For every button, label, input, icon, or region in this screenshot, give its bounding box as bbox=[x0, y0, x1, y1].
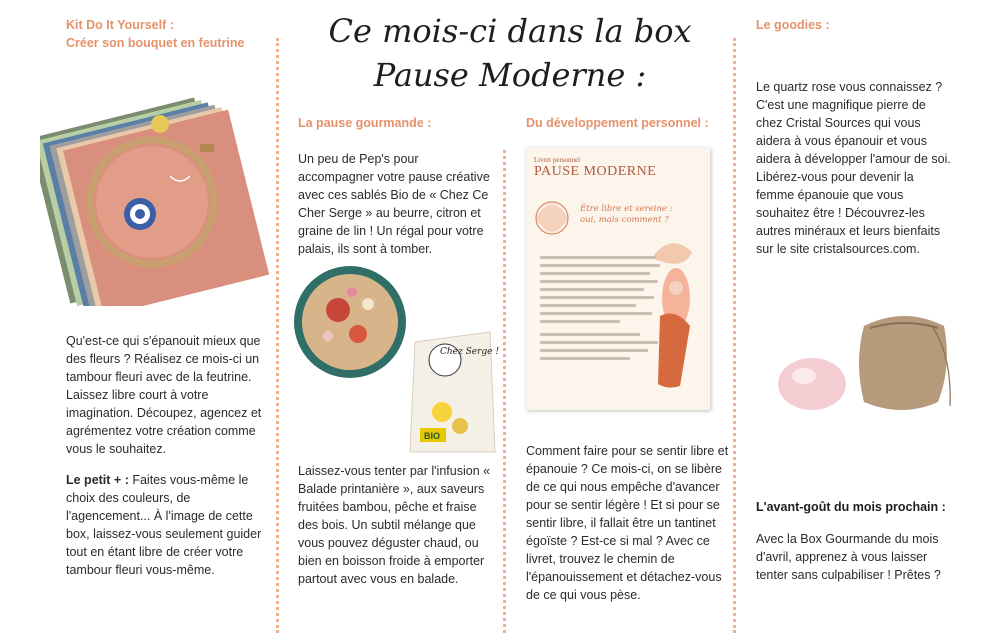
next-month-paragraph: Avec la Box Gourmande du mois d'avril, apprenez à vous laisser tenter sans culpabiliser ! Prêtes ? bbox=[756, 532, 941, 582]
booklet-image bbox=[526, 148, 710, 410]
column-divider bbox=[733, 38, 736, 633]
kit-heading-line2: Créer son bouquet en feutrine bbox=[66, 36, 245, 50]
kit-heading-line1: Kit Do It Yourself : bbox=[66, 18, 174, 32]
kit-paragraph: Qu'est-ce qui s'épanouit mieux que des fleurs ? Réalisez ce mois-ci un tambour fleuri avec de la feutrine. Laissez libre court à votre imagination. Découpez, agencez et agrémentez votre création comme vous le souhaitez. bbox=[66, 334, 262, 456]
booklet-text-lines bbox=[540, 256, 660, 365]
column-divider bbox=[276, 38, 279, 633]
developpement-paragraph: Comment faire pour se sentir libre et épanouie ? Ce mois-ci, on se libère de ce qui nous empêche d'avancer pour se sentir légère ! Et si pour se sentir libre, il fallait être un tantinet égoïste ? Est-ce si mal ? Avec ce livret, trouvez le chemin de l'épanouissement et détachez-vous de ce qui vous pèse. bbox=[526, 444, 729, 602]
tea-and-biscuits-image bbox=[290, 262, 500, 458]
rose-quartz-image bbox=[760, 296, 970, 426]
column-divider bbox=[503, 150, 506, 633]
package-brand-text: Chez Serge ! bbox=[440, 347, 499, 357]
goodies-heading: Le goodies : bbox=[756, 18, 830, 32]
page-title-line1: Ce mois-ci dans la box bbox=[328, 12, 692, 50]
kit-heading bbox=[66, 16, 245, 52]
developpement-heading: Du développement personnel : bbox=[526, 116, 709, 130]
gourmande-paragraph-1: Un peu de Pep's pour accompagner votre pause créative avec ces sablés Bio de « Chez Ce Cher Serge » au beurre, citron et graine de lin ! Un régal pour votre palais, ils sont à tomber. bbox=[298, 152, 490, 256]
felt-kit-image bbox=[40, 96, 270, 306]
page-title-line2: Pause Moderne : bbox=[373, 56, 647, 94]
petit-plus-label: Le petit + : bbox=[66, 473, 129, 487]
petit-plus-text: Faites vous-même le choix des couleurs, de l'agencement... À l'image de cette box, laissez-vous seulement guider tout en étant libre de créer votre tambour fleuri vous-même. bbox=[66, 473, 262, 577]
gourmande-heading: La pause gourmande : bbox=[298, 116, 432, 130]
booklet-subtitle: Être libre et sereine : oui, mais comment ? bbox=[580, 204, 673, 225]
booklet-header: Livret personnel bbox=[534, 156, 581, 164]
gourmande-paragraph-2: Laissez-vous tenter par l'infusion « Balade printanière », aux saveurs fruitées bambou, pêche et fraise des bois. Un subtil mélange que vous pouvez déguster chaud, ou bien en boisson froide à emporter partout avec vous en balade. bbox=[298, 464, 491, 586]
package-bio-text: BIO bbox=[424, 431, 441, 441]
next-month-heading: L'avant-goût du mois prochain : bbox=[756, 500, 946, 514]
petit-plus-paragraph bbox=[66, 471, 266, 579]
goodies-paragraph: Le quartz rose vous connaissez ? C'est une magnifique pierre de chez Cristal Sources qui vous aidera à vous épanouir et vous aidera à développer l'amour de soi. Libérez-vous pour devenir la femme épanouie que vous souhaitez être ! Découvrez-les autres minéraux et leurs bienfaits sur le site cristalsources.com. bbox=[756, 80, 951, 256]
booklet-brand: PAUSE MODERNE bbox=[534, 164, 657, 179]
